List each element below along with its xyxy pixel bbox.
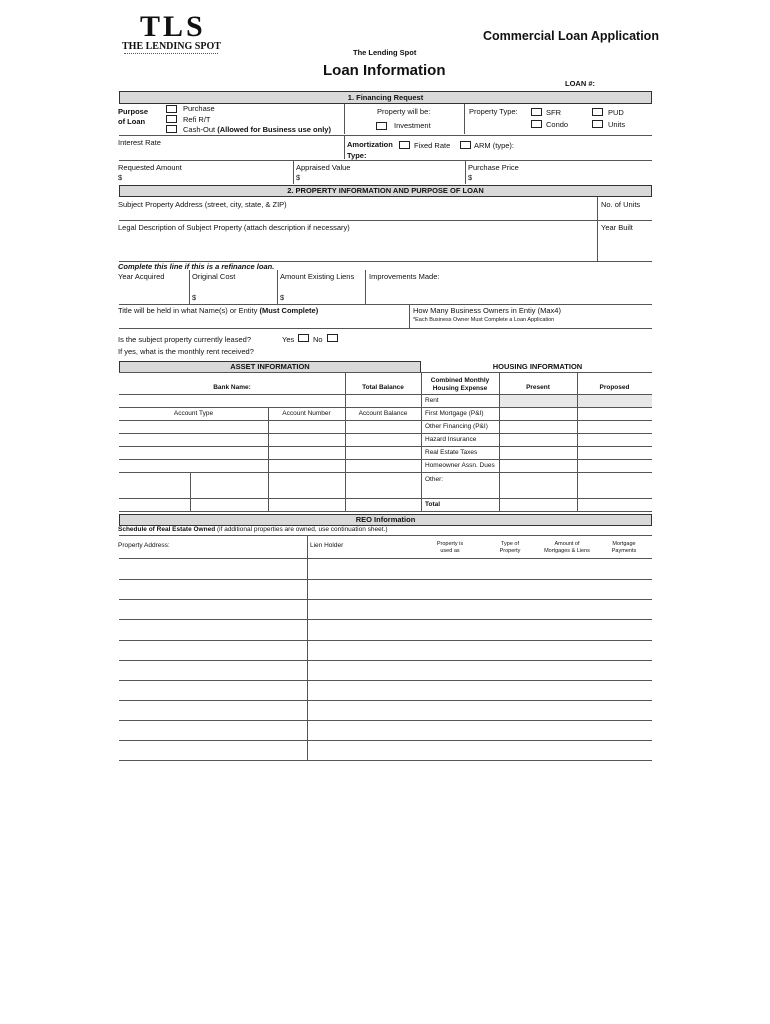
purchase-checkbox[interactable] xyxy=(166,105,177,113)
housing-row-first-mortgage: First Mortgage (P&I) xyxy=(425,410,484,417)
pud-checkbox[interactable] xyxy=(592,108,603,116)
housing-information-header: HOUSING INFORMATION xyxy=(492,362,583,371)
property-will-be-label: Property will be: xyxy=(377,107,431,116)
reo-property-address-header: Property Address: xyxy=(118,542,170,549)
amount-liens-label: Amount Existing Liens xyxy=(280,272,355,281)
combined-housing-header-2: Housing Expense xyxy=(432,385,488,392)
year-built-label: Year Built xyxy=(601,223,633,232)
amortization-type-label: Type: xyxy=(347,151,367,160)
reo-schedule-title: Schedule of Real Estate Owned xyxy=(118,526,216,533)
condo-checkbox[interactable] xyxy=(531,120,542,128)
reo-schedule-label xyxy=(118,526,388,533)
reo-lien-holder-header: Lien Holder xyxy=(310,542,344,549)
cashout-label xyxy=(183,125,331,134)
logo-name: THE LENDING SPOT xyxy=(122,41,221,52)
reo-amount-header: Amount of xyxy=(554,541,580,547)
year-acquired-label: Year Acquired xyxy=(118,272,165,281)
reo-amount-header-2: Mortgages & Liens xyxy=(544,548,590,554)
business-owners-label: How Many Business Owners in Entiy (Max4) xyxy=(413,306,561,315)
housing-row-hoa-dues: Homeowner Assn. Dues xyxy=(425,462,495,469)
appraised-value-label: Appraised Value xyxy=(296,163,351,172)
company-name: The Lending Spot xyxy=(353,48,417,57)
sfr-checkbox[interactable] xyxy=(531,108,542,116)
property-type-label: Property Type: xyxy=(469,107,518,116)
proposed-header: Proposed xyxy=(599,384,630,391)
bank-name-header: Bank Name: xyxy=(213,384,251,391)
business-owners-note: *Each Business Owner Must Complete a Loan Application xyxy=(413,317,555,323)
account-type-header: Account Type xyxy=(173,410,214,417)
leased-no-label: No xyxy=(313,335,323,344)
asset-information-header: ASSET INFORMATION xyxy=(119,361,421,373)
original-cost-label: Original Cost xyxy=(192,272,236,281)
reo-payments-header-2: Payments xyxy=(611,548,637,554)
cashout-note: (Allowed for Business use only) xyxy=(217,125,331,134)
purchase-label: Purchase xyxy=(183,104,215,113)
account-balance-header: Account Balance xyxy=(358,410,408,417)
pud-label: PUD xyxy=(608,108,624,117)
amount-liens-dollar: $ xyxy=(280,293,285,302)
housing-row-total: Total xyxy=(425,501,441,508)
requested-amount-label: Requested Amount xyxy=(118,163,182,172)
amortization-label: Amortization xyxy=(347,140,393,149)
arm-checkbox[interactable] xyxy=(460,141,471,149)
sfr-label: SFR xyxy=(546,108,561,117)
purchase-price-label: Purchase Price xyxy=(468,163,519,172)
leased-yes-checkbox[interactable] xyxy=(298,334,309,342)
appraised-value-dollar: $ xyxy=(296,173,301,182)
total-balance-header: Total Balance xyxy=(362,384,404,391)
logo-underline xyxy=(124,53,218,54)
reo-schedule-note: (if additional properties are owned, use continuation sheet.) xyxy=(216,526,388,533)
reo-type-header-2: Property xyxy=(499,548,521,554)
title-held-label xyxy=(118,306,318,315)
units-checkbox[interactable] xyxy=(592,120,603,128)
fixed-rate-label: Fixed Rate xyxy=(414,141,451,150)
refi-label: Refi R/T xyxy=(183,115,211,124)
combined-housing-header: Combined Monthly xyxy=(430,377,490,384)
purpose-label-2: of Loan xyxy=(118,117,146,126)
reo-information-header: REO Information xyxy=(119,514,652,526)
original-cost-dollar: $ xyxy=(192,293,197,302)
interest-rate-label: Interest Rate xyxy=(118,138,161,147)
housing-row-other: Other: xyxy=(425,476,444,483)
refinance-note: Complete this line if this is a refinance loan. xyxy=(118,262,275,271)
housing-row-hazard-insurance: Hazard Insurance xyxy=(425,436,477,443)
account-number-header: Account Number xyxy=(282,410,331,417)
improvements-label: Improvements Made: xyxy=(369,272,440,281)
app-title: Commercial Loan Application xyxy=(483,29,659,43)
cashout-checkbox[interactable] xyxy=(166,125,177,133)
reo-used-as-header-2: used as xyxy=(440,548,460,554)
refi-checkbox[interactable] xyxy=(166,115,177,123)
section-property-information: 2. PROPERTY INFORMATION AND PURPOSE OF LOAN xyxy=(119,185,652,197)
investment-label: Investment xyxy=(394,121,431,130)
housing-row-other-financing: Other Financing (P&I) xyxy=(425,423,488,430)
fixed-rate-checkbox[interactable] xyxy=(399,141,410,149)
title-held-text: Title will be held in what Name(s) or Entity xyxy=(118,306,258,315)
page-title: Loan Information xyxy=(323,62,446,79)
housing-row-real-estate-taxes: Real Estate Taxes xyxy=(425,449,478,456)
housing-row-rent: Rent xyxy=(425,397,439,404)
section-financing-request: 1. Financing Request xyxy=(119,91,652,104)
no-units-label: No. of Units xyxy=(601,200,641,209)
logo-mark: TLS xyxy=(140,10,206,43)
purchase-price-dollar: $ xyxy=(468,173,473,182)
monthly-rent-question: If yes, what is the monthly rent received? xyxy=(118,347,254,356)
condo-label: Condo xyxy=(546,120,569,129)
requested-amount-dollar: $ xyxy=(118,173,123,182)
present-header: Present xyxy=(526,384,550,391)
must-complete-note: (Must Complete) xyxy=(259,306,319,315)
arm-label: ARM (type): xyxy=(474,141,515,150)
purpose-label: Purpose xyxy=(118,107,149,116)
leased-question: Is the subject property currently leased? xyxy=(118,335,251,344)
subject-address-label: Subject Property Address (street, city, state, & ZIP) xyxy=(118,200,287,209)
reo-payments-header: Mortgage xyxy=(612,541,636,547)
reo-type-header: Type of xyxy=(500,541,520,547)
investment-checkbox[interactable] xyxy=(376,122,387,130)
units-label: Units xyxy=(608,120,626,129)
leased-no-checkbox[interactable] xyxy=(327,334,338,342)
cashout-text: Cash-Out xyxy=(183,125,216,134)
reo-used-as-header: Property is xyxy=(436,541,464,547)
legal-description-label: Legal Description of Subject Property (attach description if necessary) xyxy=(118,223,350,232)
leased-yes-label: Yes xyxy=(282,335,295,344)
loan-number-label: LOAN #: xyxy=(565,79,595,88)
